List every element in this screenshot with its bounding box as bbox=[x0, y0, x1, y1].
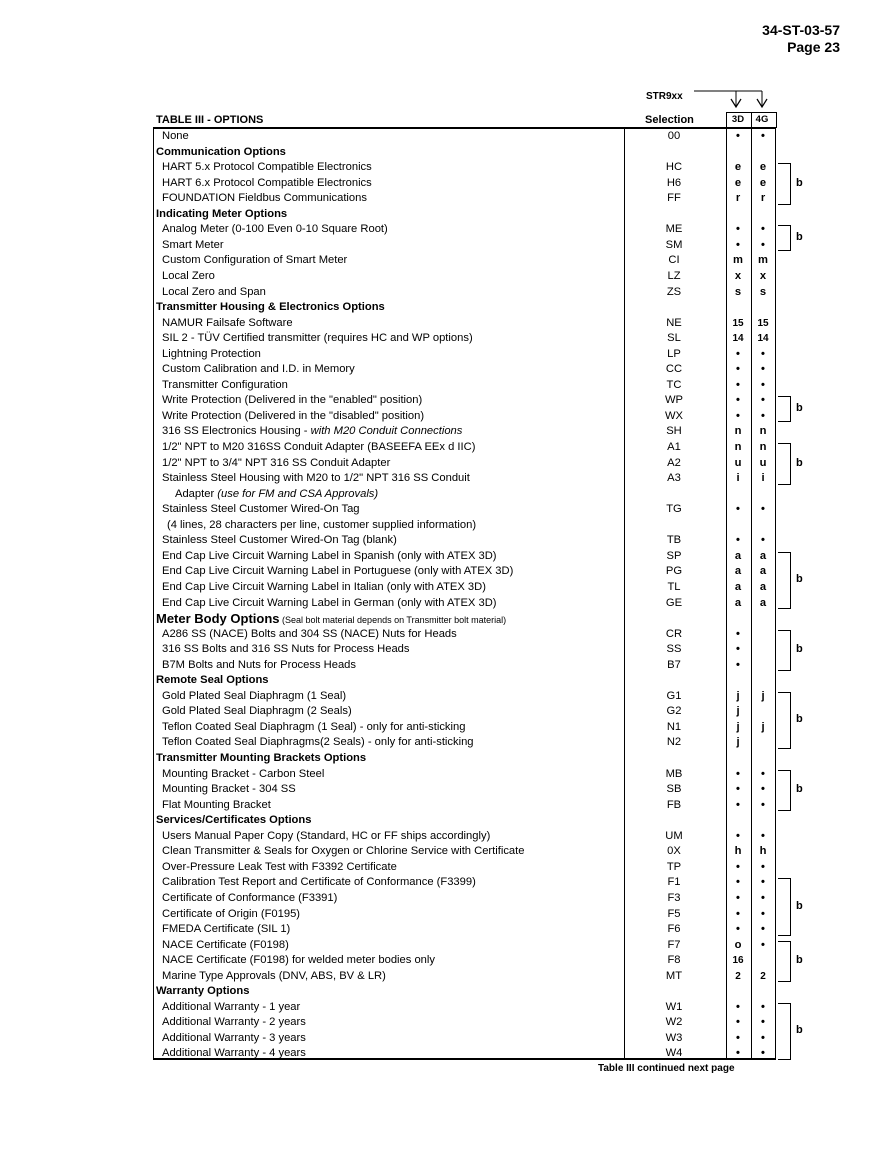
col-3d-value: • bbox=[736, 223, 740, 236]
selection-code: TL bbox=[667, 580, 681, 593]
option-description: Certificate of Conformance (F3391) bbox=[162, 891, 338, 904]
col-3d-value: • bbox=[736, 1016, 740, 1029]
table-row bbox=[153, 627, 777, 643]
table-row bbox=[153, 953, 777, 969]
col-4g-value: • bbox=[761, 347, 765, 360]
col-3d-value: r bbox=[735, 192, 741, 205]
bracket-label: b bbox=[796, 573, 803, 586]
col-4g-value: a bbox=[759, 596, 767, 609]
col-4g-value: a bbox=[759, 580, 767, 593]
col-4g-value: 2 bbox=[760, 970, 766, 982]
selection-code: F7 bbox=[667, 938, 681, 951]
table-row bbox=[153, 378, 777, 394]
section-header-row bbox=[153, 673, 777, 689]
col-4g-value: • bbox=[761, 1047, 765, 1060]
section-title: Services/Certificates Options bbox=[156, 814, 312, 827]
bracket-icon bbox=[778, 878, 791, 935]
col-3d-value: • bbox=[736, 876, 740, 889]
table-row bbox=[153, 533, 777, 549]
selection-code: F5 bbox=[667, 907, 681, 920]
selection-header: Selection bbox=[645, 114, 694, 126]
selection-code: W4 bbox=[665, 1047, 683, 1060]
col-4g-value: • bbox=[761, 394, 765, 407]
option-description: Stainless Steel Customer Wired-On Tag (blank) bbox=[162, 534, 397, 547]
table-row bbox=[153, 238, 777, 254]
option-description: Local Zero bbox=[162, 269, 215, 282]
col-3d-value: i bbox=[736, 472, 740, 485]
bracket-label: b bbox=[796, 954, 803, 967]
col-3d-value: • bbox=[736, 503, 740, 516]
option-description: Users Manual Paper Copy (Standard, HC or FF ships accordingly) bbox=[162, 829, 491, 842]
option-description: Adapter (use for FM and CSA Approvals) bbox=[175, 487, 379, 500]
col-3d-value: • bbox=[736, 767, 740, 780]
col-3d-value: o bbox=[734, 938, 742, 951]
col-4g-value: m bbox=[758, 254, 768, 267]
col-3d-value: • bbox=[736, 409, 740, 422]
bracket-label: b bbox=[796, 643, 803, 656]
table-row bbox=[153, 658, 777, 674]
col-3d-value: x bbox=[734, 269, 742, 282]
option-description: Stainless Steel Housing with M20 to 1/2" NPT 316 SS Conduit bbox=[162, 472, 470, 485]
col-4g-value: j bbox=[761, 689, 765, 702]
option-description: Mounting Bracket - 304 SS bbox=[162, 783, 296, 796]
col-3d-value: j bbox=[736, 689, 740, 702]
col-3d-value: 16 bbox=[732, 955, 744, 967]
selection-code: UM bbox=[665, 829, 683, 842]
col-3d-value: • bbox=[736, 1047, 740, 1060]
option-description: Certificate of Origin (F0195) bbox=[162, 907, 301, 920]
col-3d-value: a bbox=[734, 580, 742, 593]
bracket-icon bbox=[778, 552, 791, 609]
selection-code: G1 bbox=[666, 689, 682, 702]
option-description: Additional Warranty - 3 years bbox=[162, 1031, 306, 1044]
col-3d-value: • bbox=[736, 783, 740, 796]
col-3d-value: • bbox=[736, 643, 740, 656]
col-3d-value: • bbox=[736, 891, 740, 904]
option-description: End Cap Live Circuit Warning Label in German (only with ATEX 3D) bbox=[162, 596, 497, 609]
col-4g-header: 4G bbox=[755, 114, 769, 125]
option-description: Write Protection (Delivered in the "disabled" position) bbox=[162, 409, 425, 422]
col-3d-value: • bbox=[736, 829, 740, 842]
table-row bbox=[153, 596, 777, 612]
col-3d-value: m bbox=[733, 254, 743, 267]
table-row bbox=[153, 767, 777, 783]
col-3d-value: a bbox=[734, 596, 742, 609]
col-4g-value: • bbox=[761, 783, 765, 796]
col-3d-value: a bbox=[734, 549, 742, 562]
table-row bbox=[153, 347, 777, 363]
selection-code: SH bbox=[666, 425, 682, 438]
option-description: Custom Calibration and I.D. in Memory bbox=[162, 363, 355, 376]
bracket-icon bbox=[778, 770, 791, 812]
section-header-row bbox=[153, 207, 777, 223]
selection-code: TP bbox=[666, 860, 682, 873]
table-row bbox=[153, 471, 777, 487]
col-4g-value: • bbox=[761, 767, 765, 780]
option-description: Stainless Steel Customer Wired-On Tag bbox=[162, 503, 360, 516]
table-row bbox=[153, 1031, 777, 1047]
option-description: FOUNDATION Fieldbus Communications bbox=[162, 192, 367, 205]
selection-code: F1 bbox=[667, 876, 681, 889]
selection-code: TC bbox=[666, 378, 682, 391]
col-4g-value: • bbox=[761, 409, 765, 422]
option-description: Teflon Coated Seal Diaphragm (1 Seal) - only for anti-sticking bbox=[162, 720, 466, 733]
col-4g-value: a bbox=[759, 549, 767, 562]
option-description: Mounting Bracket - Carbon Steel bbox=[162, 767, 325, 780]
selection-code: SB bbox=[666, 783, 682, 796]
col-4g-value: 15 bbox=[757, 317, 769, 329]
selection-code: TG bbox=[666, 503, 682, 516]
col-4g-value: • bbox=[761, 1016, 765, 1029]
col-4g-value: • bbox=[761, 829, 765, 842]
col-3d-value: e bbox=[734, 176, 742, 189]
col-3d-value: n bbox=[734, 425, 742, 438]
bracket-icon bbox=[778, 630, 791, 672]
col-4g-value: • bbox=[761, 378, 765, 391]
option-description: Write Protection (Delivered in the "enabled" position) bbox=[162, 394, 423, 407]
col-4g-value: • bbox=[761, 1031, 765, 1044]
selection-code: SM bbox=[665, 238, 683, 251]
table-footer-note: Table III continued next page bbox=[598, 1063, 735, 1074]
col-4g-value: i bbox=[761, 472, 765, 485]
table-row bbox=[153, 160, 777, 176]
selection-code: ME bbox=[665, 223, 683, 236]
bracket-icon bbox=[778, 941, 791, 983]
col-3d-value: e bbox=[734, 161, 742, 174]
selection-code: G2 bbox=[666, 705, 682, 718]
col-3d-value: • bbox=[736, 363, 740, 376]
col-3d-value: j bbox=[736, 705, 740, 718]
option-description: Custom Configuration of Smart Meter bbox=[162, 254, 348, 267]
option-description: End Cap Live Circuit Warning Label in Portuguese (only with ATEX 3D) bbox=[162, 565, 514, 578]
selection-code: F8 bbox=[667, 954, 681, 967]
col-3d-value: a bbox=[734, 565, 742, 578]
table-row bbox=[153, 191, 777, 207]
col-3d-value: • bbox=[736, 347, 740, 360]
selection-code: MT bbox=[665, 969, 683, 982]
table-row bbox=[153, 331, 777, 347]
option-description: Additional Warranty - 1 year bbox=[162, 1000, 301, 1013]
selection-code: LZ bbox=[667, 269, 681, 282]
col-3d-value: 14 bbox=[732, 333, 744, 345]
option-description: Over-Pressure Leak Test with F3392 Certificate bbox=[162, 860, 397, 873]
selection-code: SL bbox=[667, 332, 681, 345]
selection-code: MB bbox=[665, 767, 683, 780]
col-3d-value: 15 bbox=[732, 317, 744, 329]
col-3d-value: • bbox=[736, 907, 740, 920]
selection-code: GE bbox=[665, 596, 683, 609]
col-3d-value: • bbox=[736, 860, 740, 873]
col-3d-value: 2 bbox=[735, 970, 741, 982]
bracket-icon bbox=[778, 443, 791, 485]
selection-code: 0X bbox=[667, 845, 681, 858]
selection-code: NE bbox=[666, 316, 682, 329]
table-row bbox=[153, 922, 777, 938]
col-3d-value: • bbox=[736, 923, 740, 936]
option-description: 1/2" NPT to 3/4" NPT 316 SS Conduit Adapter bbox=[162, 456, 391, 469]
table-row bbox=[153, 362, 777, 378]
table-row bbox=[153, 969, 777, 985]
col-3d-value: • bbox=[736, 1031, 740, 1044]
bracket-label: b bbox=[796, 402, 803, 415]
selection-code: CC bbox=[665, 363, 683, 376]
selection-code: N2 bbox=[666, 736, 682, 749]
selection-code: SP bbox=[666, 549, 682, 562]
bracket-label: b bbox=[796, 231, 803, 244]
section-header-row bbox=[153, 984, 777, 1000]
bracket-label: b bbox=[796, 713, 803, 726]
option-description: Marine Type Approvals (DNV, ABS, BV & LR) bbox=[162, 969, 386, 982]
selection-code: CR bbox=[665, 627, 683, 640]
table-row bbox=[153, 222, 777, 238]
selection-code: A3 bbox=[667, 472, 681, 485]
option-description: NAMUR Failsafe Software bbox=[162, 316, 293, 329]
bracket-label: b bbox=[796, 176, 803, 189]
col-3d-header: 3D bbox=[731, 114, 745, 125]
column-divider bbox=[776, 112, 777, 128]
selection-code: W1 bbox=[665, 1000, 683, 1013]
table-row bbox=[153, 782, 777, 798]
table-row bbox=[153, 1046, 777, 1062]
table-row bbox=[153, 269, 777, 285]
selection-code: ZS bbox=[666, 285, 682, 298]
option-description: Local Zero and Span bbox=[162, 285, 266, 298]
table-row bbox=[153, 798, 777, 814]
selection-code: W2 bbox=[665, 1016, 683, 1029]
col-3d-value: s bbox=[734, 285, 742, 298]
col-4g-value: • bbox=[761, 798, 765, 811]
selection-code: A1 bbox=[667, 441, 681, 453]
option-description: Smart Meter bbox=[162, 238, 224, 251]
col-4g-value: • bbox=[761, 891, 765, 904]
option-description: HART 5.x Protocol Compatible Electronics bbox=[162, 161, 372, 174]
col-4g-value: 14 bbox=[757, 333, 769, 345]
col-4g-value: • bbox=[761, 223, 765, 236]
selection-code: A2 bbox=[667, 456, 681, 469]
section-title: Transmitter Mounting Brackets Options bbox=[156, 752, 367, 764]
table-row bbox=[153, 642, 777, 658]
selection-code: F6 bbox=[667, 923, 681, 936]
bracket-label: b bbox=[796, 456, 803, 469]
col-4g-value: • bbox=[761, 1000, 765, 1013]
col-4g-value: r bbox=[760, 192, 766, 205]
col-3d-value: • bbox=[736, 1000, 740, 1013]
col-3d-value: j bbox=[736, 736, 740, 749]
table-row bbox=[153, 176, 777, 192]
table-row bbox=[153, 907, 777, 923]
col-4g-value: e bbox=[759, 176, 767, 189]
col-3d-value: • bbox=[736, 238, 740, 251]
table-row bbox=[153, 938, 777, 954]
model-label: STR9xx bbox=[646, 91, 683, 102]
option-description: Gold Plated Seal Diaphragm (1 Seal) bbox=[162, 689, 347, 702]
option-description: B7M Bolts and Nuts for Process Heads bbox=[162, 658, 357, 671]
table-row bbox=[153, 424, 777, 440]
table-row bbox=[153, 829, 777, 845]
col-4g-value: h bbox=[759, 845, 767, 858]
selection-code: 00 bbox=[667, 130, 681, 142]
section-title: Meter Body Options (Seal bolt material depends on Transmitter bolt material) bbox=[156, 611, 507, 627]
col-3d-value: • bbox=[736, 627, 740, 640]
col-4g-value: x bbox=[759, 269, 767, 282]
section-title: Remote Seal Options bbox=[156, 674, 269, 687]
selection-code: F3 bbox=[667, 891, 681, 904]
col-4g-value: • bbox=[761, 860, 765, 873]
selection-code: CI bbox=[668, 254, 680, 267]
col-4g-value: • bbox=[761, 238, 765, 251]
option-description: Teflon Coated Seal Diaphragms(2 Seals) - only for anti-sticking bbox=[162, 736, 474, 749]
table-row bbox=[153, 549, 777, 565]
table-row bbox=[153, 487, 777, 503]
table-row bbox=[153, 844, 777, 860]
option-description: Transmitter Configuration bbox=[162, 378, 288, 391]
section-title: Transmitter Housing & Electronics Options bbox=[156, 301, 385, 314]
selection-code: H6 bbox=[666, 176, 682, 189]
col-4g-value: • bbox=[761, 534, 765, 547]
bracket-label: b bbox=[796, 783, 803, 796]
table-row bbox=[153, 580, 777, 596]
selection-code: FF bbox=[667, 192, 681, 205]
table-row bbox=[153, 456, 777, 472]
option-description: Gold Plated Seal Diaphragm (2 Seals) bbox=[162, 705, 352, 718]
option-description: A286 SS (NACE) Bolts and 304 SS (NACE) Nuts for Heads bbox=[162, 627, 457, 640]
col-3d-value: u bbox=[734, 456, 742, 469]
bracket-icon bbox=[778, 692, 791, 749]
bracket-icon bbox=[778, 396, 791, 422]
col-4g-value: a bbox=[759, 565, 767, 578]
col-3d-value: • bbox=[736, 378, 740, 391]
table-row bbox=[153, 564, 777, 580]
selection-code: HC bbox=[665, 161, 683, 174]
bracket-label: b bbox=[796, 1024, 803, 1037]
page-number: Page 23 bbox=[787, 39, 840, 55]
option-description: Analog Meter (0-100 Even 0-10 Square Root) bbox=[162, 223, 388, 236]
table-row bbox=[153, 440, 777, 456]
col-4g-value: n bbox=[759, 425, 767, 438]
table-row bbox=[153, 409, 777, 425]
table-row bbox=[153, 129, 777, 145]
selection-code: LP bbox=[667, 347, 681, 360]
bracket-icon bbox=[778, 163, 791, 205]
table-row bbox=[153, 875, 777, 891]
col-4g-value: e bbox=[759, 161, 767, 174]
col-4g-value: • bbox=[761, 907, 765, 920]
col-4g-value: n bbox=[759, 441, 767, 453]
col-3d-value: • bbox=[736, 130, 740, 142]
bracket-icon bbox=[778, 1003, 791, 1060]
option-description: Calibration Test Report and Certificate of Conformance (F3399) bbox=[162, 876, 476, 889]
col-4g-value: • bbox=[761, 503, 765, 516]
col-4g-value: j bbox=[761, 720, 765, 733]
section-header-row bbox=[153, 813, 777, 829]
table-row bbox=[153, 891, 777, 907]
document-number: 34-ST-03-57 bbox=[762, 22, 840, 38]
option-description: NACE Certificate (F0198) bbox=[162, 938, 289, 951]
table-row bbox=[153, 285, 777, 301]
selection-code: N1 bbox=[666, 720, 682, 733]
option-description: Flat Mounting Bracket bbox=[162, 798, 271, 811]
selection-code: SS bbox=[666, 643, 682, 656]
section-header-row bbox=[153, 300, 777, 316]
model-arrows-icon bbox=[0, 0, 892, 130]
section-header-row bbox=[153, 751, 777, 767]
col-3d-value: n bbox=[734, 441, 742, 453]
col-4g-value: • bbox=[761, 363, 765, 376]
table-row bbox=[153, 518, 777, 534]
table-row bbox=[153, 720, 777, 736]
option-description: None bbox=[162, 130, 189, 142]
col-4g-value: • bbox=[761, 130, 765, 142]
table-row bbox=[153, 393, 777, 409]
selection-code: W3 bbox=[665, 1031, 683, 1044]
selection-code: TB bbox=[666, 534, 682, 547]
option-description: 1/2" NPT to M20 316SS Conduit Adapter (BASEEFA EEx d IIC) bbox=[162, 441, 476, 453]
col-3d-value: • bbox=[736, 394, 740, 407]
option-description: Additional Warranty - 2 years bbox=[162, 1016, 306, 1029]
option-description: Additional Warranty - 4 years bbox=[162, 1047, 306, 1060]
option-description: SIL 2 - TÜV Certified transmitter (requires HC and WP options) bbox=[162, 332, 473, 345]
bracket-icon bbox=[778, 225, 791, 251]
col-4g-value: u bbox=[759, 456, 767, 469]
bracket-label: b bbox=[796, 900, 803, 912]
table-row bbox=[153, 1000, 777, 1016]
section-header-row bbox=[153, 611, 777, 627]
option-description: Lightning Protection bbox=[162, 347, 261, 360]
table-row bbox=[153, 704, 777, 720]
header-rule bbox=[726, 112, 776, 113]
section-header-row bbox=[153, 145, 777, 161]
col-3d-value: • bbox=[736, 798, 740, 811]
table-row bbox=[153, 502, 777, 518]
col-3d-value: h bbox=[734, 845, 742, 858]
option-description: NACE Certificate (F0198) for welded meter bodies only bbox=[162, 954, 435, 967]
table-row bbox=[153, 253, 777, 269]
option-description: HART 6.x Protocol Compatible Electronics bbox=[162, 176, 372, 189]
selection-code: FB bbox=[666, 798, 682, 811]
table-row bbox=[153, 689, 777, 705]
selection-code: PG bbox=[665, 565, 683, 578]
col-3d-value: j bbox=[736, 720, 740, 733]
section-title: Communication Options bbox=[156, 145, 286, 158]
table-title: TABLE III - OPTIONS bbox=[156, 114, 264, 126]
table-row bbox=[153, 316, 777, 332]
option-description: End Cap Live Circuit Warning Label in Spanish (only with ATEX 3D) bbox=[162, 549, 497, 562]
option-description: (4 lines, 28 characters per line, customer supplied information) bbox=[167, 518, 477, 531]
col-3d-value: • bbox=[736, 534, 740, 547]
option-description: FMEDA Certificate (SIL 1) bbox=[162, 923, 291, 936]
selection-code: B7 bbox=[667, 658, 681, 671]
table-row bbox=[153, 1015, 777, 1031]
col-3d-value: • bbox=[736, 658, 740, 671]
table-row bbox=[153, 860, 777, 876]
col-4g-value: • bbox=[761, 938, 765, 951]
col-4g-value: • bbox=[761, 876, 765, 889]
option-description: End Cap Live Circuit Warning Label in Italian (only with ATEX 3D) bbox=[162, 580, 486, 593]
option-description: 316 SS Bolts and 316 SS Nuts for Process Heads bbox=[162, 643, 410, 656]
col-4g-value: s bbox=[759, 285, 767, 298]
selection-code: WP bbox=[664, 394, 684, 407]
section-title: Warranty Options bbox=[156, 985, 250, 998]
option-description: Clean Transmitter & Seals for Oxygen or Chlorine Service with Certificate bbox=[162, 845, 525, 858]
selection-code: WX bbox=[664, 409, 684, 422]
table-row bbox=[153, 735, 777, 751]
col-4g-value: • bbox=[761, 923, 765, 936]
option-description: 316 SS Electronics Housing - with M20 Conduit Connections bbox=[162, 425, 463, 438]
section-title: Indicating Meter Options bbox=[156, 207, 288, 220]
